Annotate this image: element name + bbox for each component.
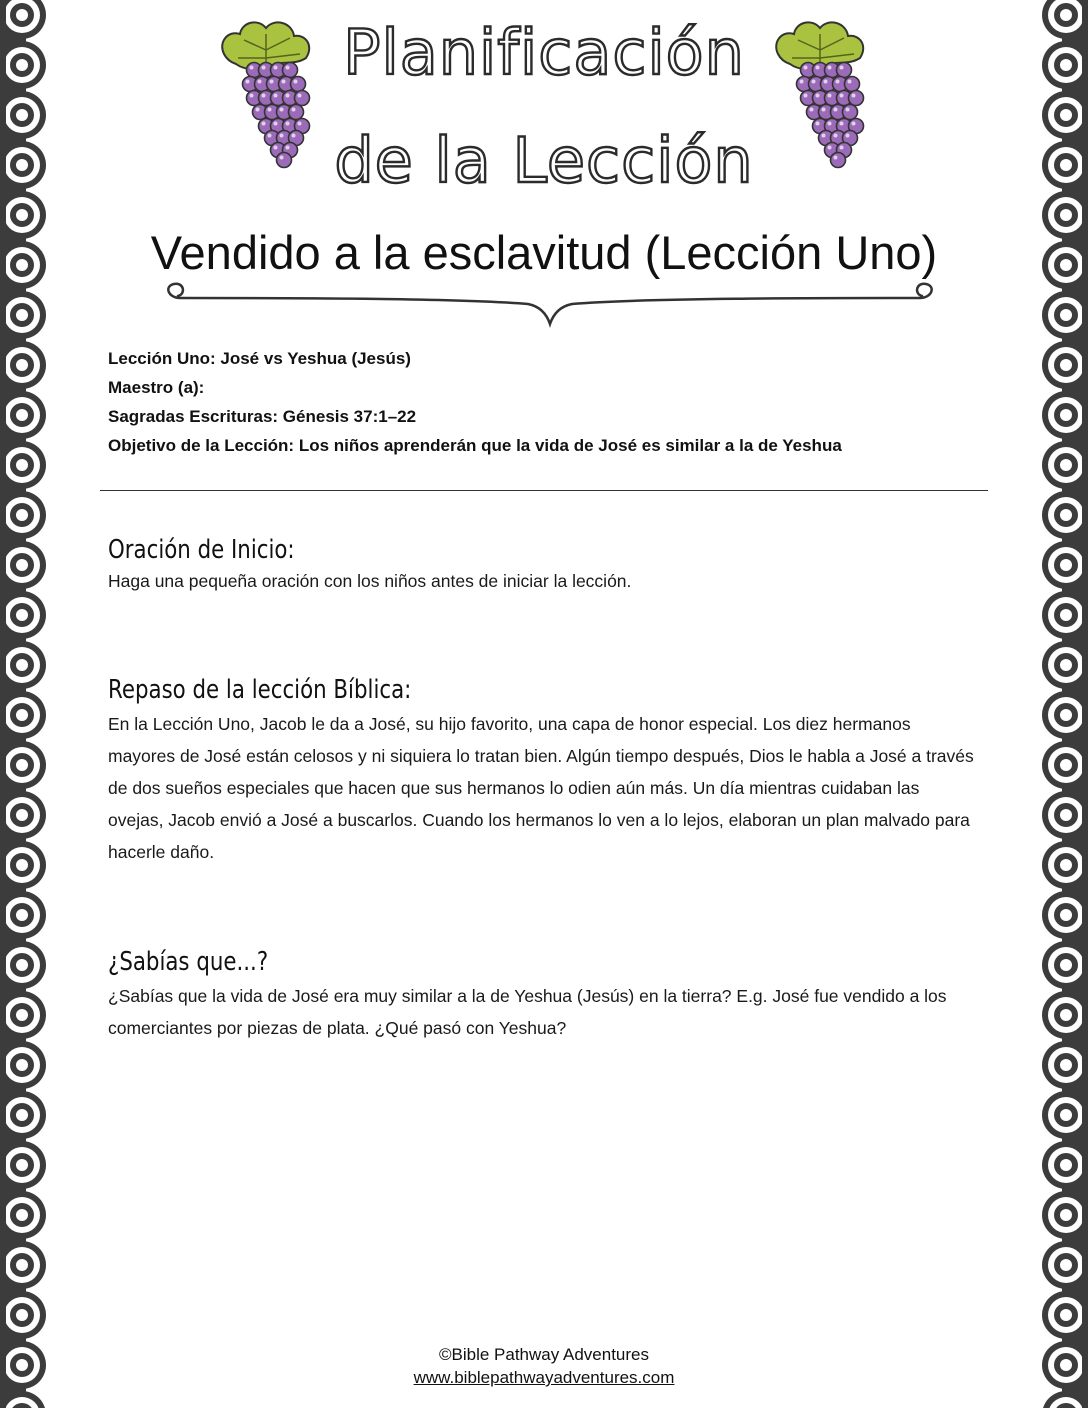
lesson-info	[108, 344, 1008, 460]
lesson-title: Vendido a la esclavitud (Lección Uno)	[150, 226, 938, 279]
bible-review-heading: Repaso de la lección Bíblica:	[108, 675, 412, 705]
footer-url-wrapper	[0, 1368, 1088, 1388]
opening-prayer-section	[108, 532, 988, 594]
did-you-know-heading: ¿Sabías que...?	[108, 947, 269, 977]
footer-url-link[interactable]: www.biblepathwayadventures.com	[413, 1368, 675, 1387]
section-divider	[100, 490, 988, 491]
header-title-line2: de la Lección	[334, 124, 754, 197]
did-you-know-section	[108, 944, 988, 1044]
right-scalloped-border	[1032, 0, 1088, 1408]
left-scalloped-border	[0, 0, 56, 1408]
opening-prayer-body: Haga una pequeña oración con los niños antes de iniciar la lección.	[108, 571, 632, 591]
footer-copyright: ©Bible Pathway Adventures	[438, 1345, 650, 1364]
header-title-line1: Planificación	[343, 16, 745, 89]
bible-review-section	[108, 672, 988, 868]
opening-prayer-heading: Oración de Inicio:	[108, 535, 295, 565]
did-you-know-body: ¿Sabías que la vida de José era muy similar a la de Yeshua (Jesús) en la tierra? E.g. José fue vendido a los comerciantes por piezas de plata. ¿Qué pasó con Yeshua?	[108, 986, 947, 1038]
bible-review-body: En la Lección Uno, Jacob le da a José, su hijo favorito, una capa de honor especial. Los diez hermanos mayores de José están celosos y ni siquiera lo tratan bien. Algún tiempo después, Dios le habla a José a través de dos sueños especiales que hacen que sus hermanos lo odien aún más. Un día mientras cuidaban las ovejas, Jacob envió a José a buscarlos. Cuando los hermanos lo ven a lo lejos, elaboran un plan malvado para hacerle daño.	[108, 714, 974, 862]
teacher-line: Maestro (a):	[108, 378, 205, 397]
flourish-divider	[158, 276, 942, 332]
objective-line: Objetivo de la Lección: Los niños aprenderán que la vida de José es similar a la de Yeshua	[108, 436, 842, 455]
scriptures-line: Sagradas Escrituras: Génesis 37:1–22	[108, 407, 417, 426]
lesson-line: Lección Uno: José vs Yeshua (Jesús)	[108, 349, 411, 368]
